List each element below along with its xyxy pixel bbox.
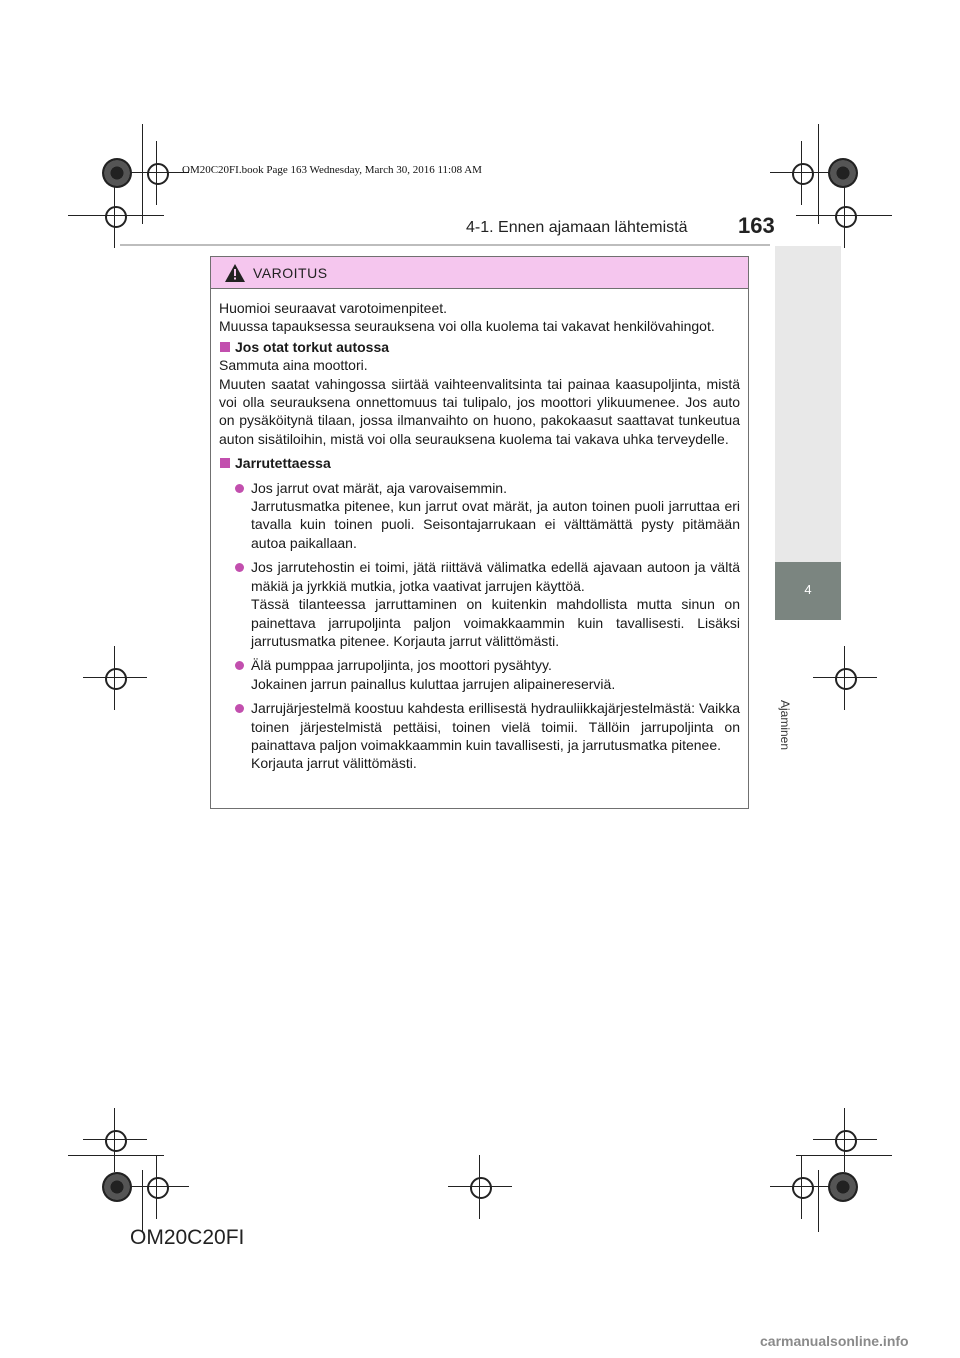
registration-mark-icon	[141, 157, 173, 189]
warning-title: VAROITUS	[253, 264, 328, 281]
list-item: Jarrujärjestelmä koostuu kahdesta erillisestä hydrauliikkajärjestelmästä: Vaikka toinen järjestelmistä pettäisi, toinen vielä toimii. Tällöin jarrupoljinta on painattava paljon voimakkaammin kuin tavallisesti, ja jarrutusmatka pitenee. Korjauta jarrut välittömästi.	[219, 699, 740, 773]
registration-mark-icon	[829, 1124, 861, 1156]
round-bullet-icon	[235, 661, 244, 670]
registration-mark-icon	[829, 200, 861, 232]
registration-mark-icon	[99, 1124, 131, 1156]
starburst-mark-icon	[102, 158, 132, 188]
warning-intro: Muussa tapauksessa seurauksena voi olla kuolema tai vakavat henkilövahingot.	[219, 318, 715, 335]
registration-mark-icon	[786, 1171, 818, 1203]
starburst-mark-icon	[828, 1172, 858, 1202]
chapter-label: Ajaminen	[778, 700, 792, 751]
starburst-mark-icon	[102, 1172, 132, 1202]
round-bullet-icon	[235, 484, 244, 493]
subheading: Jarrutettaessa	[219, 454, 740, 472]
registration-mark-icon	[464, 1171, 496, 1203]
section-title: 4-1. Ennen ajamaan lähtemistä	[466, 219, 688, 236]
footer-code: OM20C20FI	[130, 1226, 245, 1249]
side-tab-track	[775, 246, 841, 562]
round-bullet-icon	[235, 563, 244, 572]
registration-mark-icon	[141, 1171, 173, 1203]
page-number: 163	[738, 213, 775, 238]
list-item: Jos jarrutehostin ei toimi, jätä riittävä välimatka edellä ajavaan autoon ja vältä mäkiä ja jyrkkiä mutkia, jotka vaativat jarrujen käyttöä. Tässä tilanteessa jarruttaminen on kuitenkin mahdollista mutta sinun on painettava jarrupoljinta paljon voimakkaammin kuin tavallisesti. Lisäksi jarrutusmatka pitenee. Korjauta jarrut välittömästi.	[219, 558, 740, 650]
warning-header	[211, 257, 748, 289]
watermark: carmanualsonline.info	[760, 1333, 909, 1349]
registration-mark-icon	[99, 200, 131, 232]
chapter-tab	[775, 562, 841, 620]
registration-mark-icon	[99, 662, 131, 694]
paragraph: Muuten saatat vahingossa siirtää vaihteenvalitsinta tai painaa kaasupoljinta, mistä voi olla seurauksena onnettomuus tai tulipalo, jos moottori ylikuumenee. Jos auto on pysäköitynä tilaan, jossa ilmanvaihto on huono, pakokaasut saattavat tunkeutua auton sisätiloihin, mistä voi olla seurauksena kuolema tai vakava uhka terveydelle.	[219, 375, 740, 447]
chapter-number: 4	[804, 582, 812, 597]
paragraph: Sammuta aina moottori.	[219, 357, 368, 374]
list-item: Jos jarrut ovat märät, aja varovaisemmin. Jarrutusmatka pitenee, kun jarrut ovat märät, ja auton toinen puoli jarruttaa eri tavalla kuin toinen puoli. Seisontajarrukaan ei välttämättä pysty pitämään autoa paikallaan.	[219, 479, 740, 553]
registration-mark-icon	[829, 662, 861, 694]
crop-line	[818, 1170, 819, 1232]
subheading: Jos otat torkut autossa	[219, 338, 740, 356]
registration-mark-icon	[786, 157, 818, 189]
header-divider	[120, 244, 770, 246]
book-info: OM20C20FI.book Page 163 Wednesday, March 30, 2016 11:08 AM	[182, 164, 482, 176]
warning-box	[210, 256, 749, 809]
crop-line	[818, 124, 819, 224]
round-bullet-icon	[235, 704, 244, 713]
warning-triangle-icon	[225, 264, 245, 282]
square-bullet-icon	[220, 458, 230, 468]
list-item: Älä pumppaa jarrupoljinta, jos moottori pysähtyy. Jokainen jarrun painallus kuluttaa jarrujen alipainereserviä.	[219, 656, 740, 693]
warning-intro: Huomioi seuraavat varotoimenpiteet.	[219, 300, 448, 316]
starburst-mark-icon	[828, 158, 858, 188]
warning-body	[211, 289, 748, 773]
square-bullet-icon	[220, 342, 230, 352]
